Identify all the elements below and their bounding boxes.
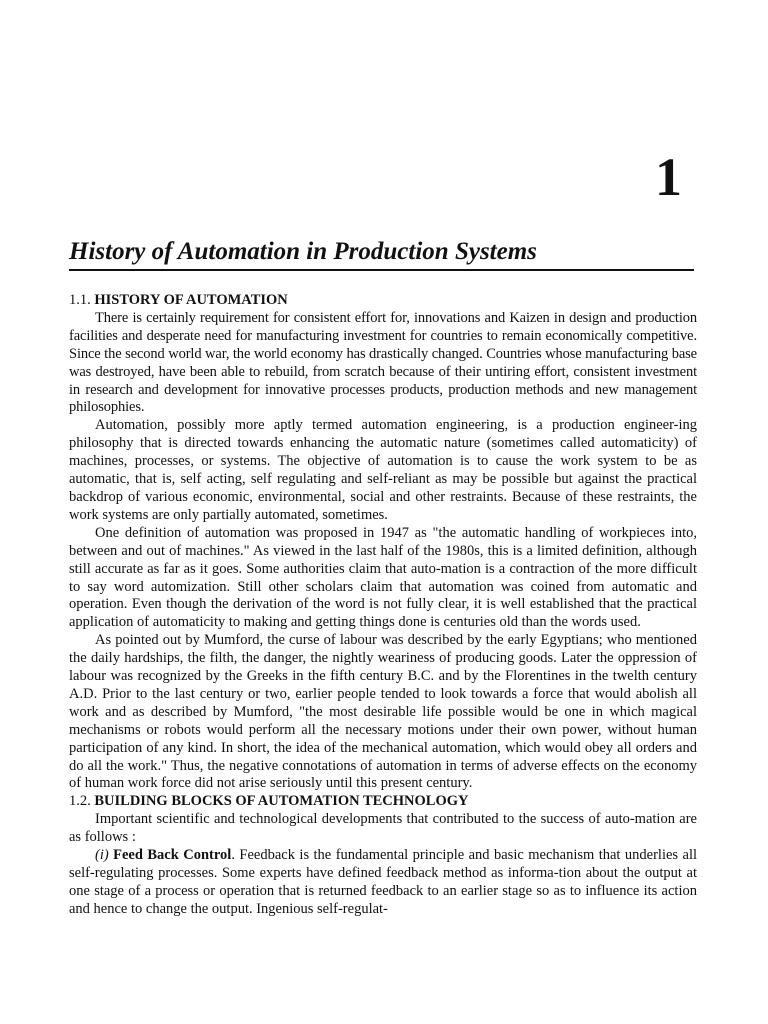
item-text: . Feedback is the fundamental principle and basic mechanism that underlies all self-regulating processes. Some experts have defined feedback method as informa-tion about the output at one stage of a process or operation that is returned feedback to an earlier stage so as to influence its action and hence to change the output. Ingenious self-regulat- [69, 847, 698, 917]
section-number: 1.2. [69, 793, 91, 810]
paragraph: One definition of automation was proposed in 1947 as "the automatic handling of workpieces into, between and out of machines." As viewed in the last half of the 1980s, this is a limited definition, although still accurate as far as it goes. Some authorities claim that auto-mation is a contraction of the more difficult to say word automization. Still other scholars claim that automation was coined from automatic and operation. Even though the derivation of the word is not fully clear, it is well established that the practical application of automaticity to making and getting things done is centuries old than the words used. [69, 524, 697, 631]
section-heading-text: HISTORY OF AUTOMATION [94, 292, 288, 308]
paragraph: As pointed out by Mumford, the curse of labour was described by the early Egyptians; who mentioned the daily hardships, the filth, the danger, the nightly weariness of producing goods. Later the oppression of labour was recognized by the Greeks in the fifth century B.C. and by the Florentines in the twelth century A.D. Prior to the last century or two, earlier people tended to look towards a force that would abolish all work and as described by Mumford, "the most desirable life possible would be one in which magical mechanisms or robots would perform all the necessary motions under their own power, without human participation of any kind. In short, the idea of the mechanical automation, which would obey all orders and do all the work." Thus, the negative connotations of automation in terms of adverse effects on the economy of human work force did not arise seriously until this present century. [69, 632, 697, 792]
paragraph: Important scientific and technological developments that contributed to the success of auto-mation are as follows : [69, 811, 697, 846]
list-item-feedback-control [69, 847, 697, 919]
chapter-title: History of Automation in Production Systems [69, 238, 537, 265]
section-heading-text: BUILDING BLOCKS OF AUTOMATION TECHNOLOGY [94, 793, 469, 810]
paragraph: There is certainly requirement for consistent effort for, innovations and Kaizen in design and production facilities and desperate need for manufacturing investment for countries to remain economically competitive. Since the second world war, the world economy has drastically changed. Countries whose manufacturing base was destroyed, have been able to rebuild, from scratch because of their untiring effort, consistent investment in research and development for innovative processes products, production methods and new management philosophies. [69, 309, 697, 416]
section-heading-history [69, 292, 697, 310]
item-marker: (i) [95, 847, 109, 864]
chapter-number: 1 [655, 147, 682, 207]
body-content [69, 292, 697, 919]
section-heading-building-blocks [69, 793, 697, 811]
item-term: Feed Back Control [113, 847, 232, 864]
title-rule [69, 269, 694, 271]
paragraph: Automation, possibly more aptly termed automation engineering, is a production engineer-ing philosophy that is directed towards enhancing the automatic nature (sometimes called automaticity) of machines, processes, or systems. The objective of automation is to cause the work system to be as automatic, that is, self acting, self regulating and self-reliant as may be possible but against the practical backdrop of various economic, environmental, social and other restraints. Because of these restraints, the work systems are only partially automated, sometimes. [69, 417, 697, 523]
section-number: 1.1. [69, 292, 91, 308]
